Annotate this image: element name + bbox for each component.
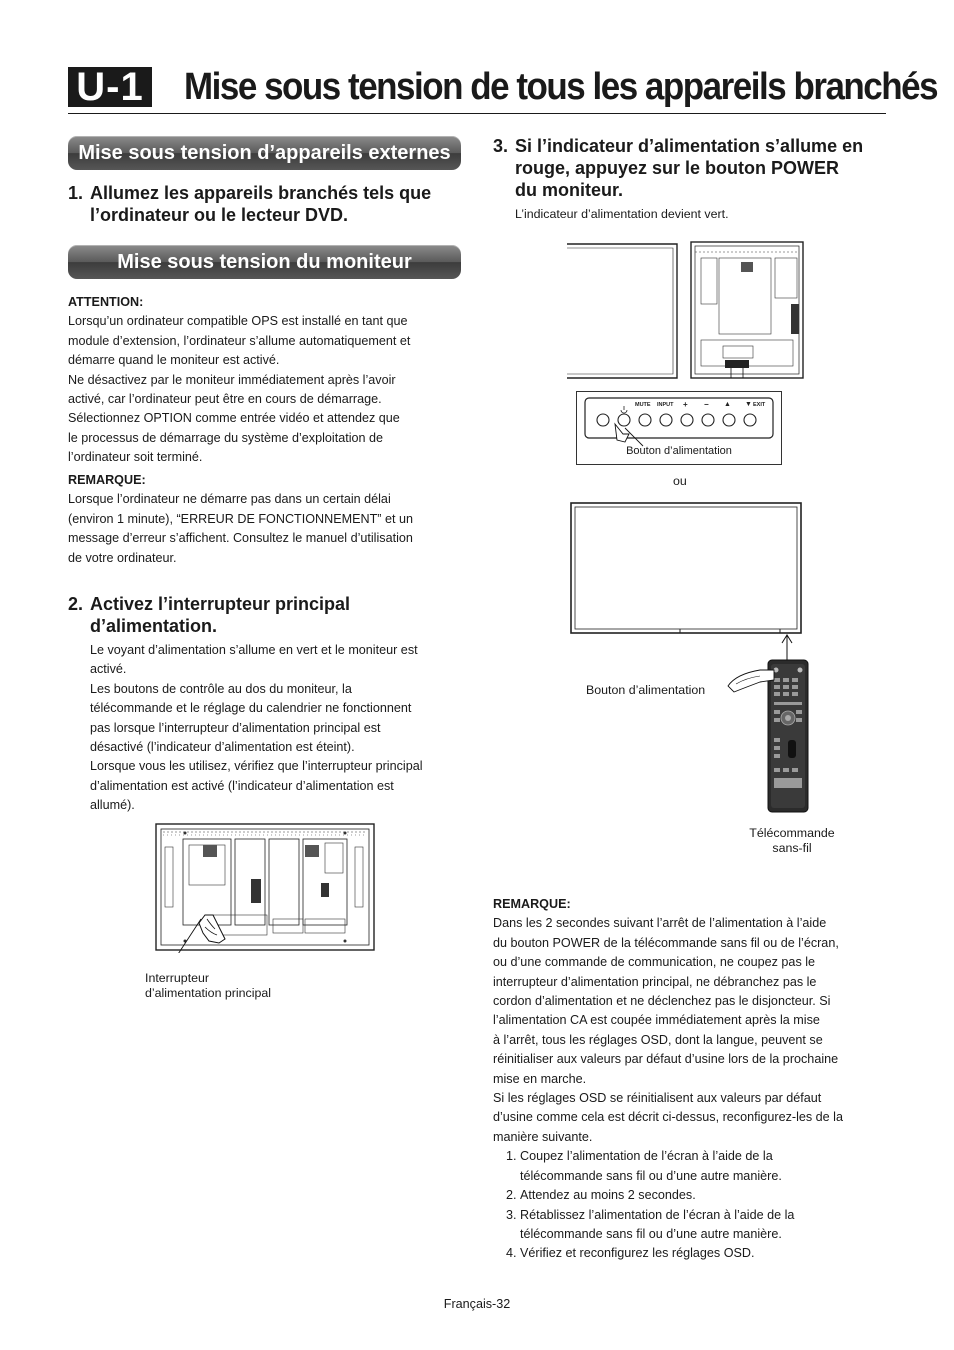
list-item: 2. Attendez au moins 2 secondes. <box>506 1188 696 1203</box>
reconfigure-steps-list <box>493 1147 893 1263</box>
step-2-number: 2. <box>68 594 84 614</box>
remarque-note-right <box>493 895 893 1264</box>
step-1-line: l’ordinateur ou le lecteur DVD. <box>90 205 349 225</box>
attention-label: ATTENTION: <box>68 295 144 309</box>
attention-text: Lorsqu’un ordinateur compatible OPS est installé en tant que module d’extension, l’ordinateur s’allume automatiquement et démarre quand le moniteur est activé. Ne désactivez par le moniteur immédiatement après l’avoir activé, car l’ordinateur peut être en cours de démarrage. Sélectionnez OPTION comme entrée vidéo et attendez que le processus de démarrage du système d’exploitation de l’ordinateur soit terminé. <box>68 314 411 465</box>
panel-label-plus: + <box>683 400 688 409</box>
step-1-number: 1. <box>68 183 84 203</box>
ou-separator: ou <box>673 474 687 488</box>
power-button-caption: Bouton d’alimentation <box>626 445 732 457</box>
remarque-text: Dans les 2 secondes suivant l’arrêt de l’alimentation à l’aide du bouton POWER de la télécommande sans fil ou de l’écran, ou d’une commande de communication, ne coupez pas le interrupteur d’alimentation principal, ne débranchez pas le cordon d’alimentation et ne déclenchez pas le disjoncteur. Si l’alimentation CA est coupée immédiatement après la mise à l’arrêt, tous les réglages OSD, dont la langue, peuvent se réinitialiser aux valeurs par défaut d’usine lors de la prochaine mise en marche. Si les réglages OSD se réinitialisent aux valeurs par défaut d’usine comme cela est décrit ci-dessus, reconfigurez-les de la manière suivante. <box>493 916 843 1144</box>
remote-power-caption: Bouton d’alimentation <box>586 683 706 697</box>
step-3-line: rouge, appuyez sur le bouton POWER <box>515 158 840 178</box>
attention-note <box>68 293 468 468</box>
panel-label-up: ▲ <box>724 401 731 408</box>
section-header-monitor: Mise sous tension du moniteur <box>68 245 461 279</box>
step-3-note: L’indicateur d’alimentation devient vert. <box>515 207 729 221</box>
panel-label-mute: MUTE <box>635 402 651 408</box>
remarque-label: REMARQUE: <box>68 473 146 487</box>
list-item: 4. Vérifiez et reconfigurez les réglages OSD. <box>506 1246 755 1261</box>
remote-caption: Télécommande sans-fil <box>749 826 835 855</box>
panel-label-minus: − <box>704 400 709 409</box>
panel-label-input: INPUT <box>657 402 674 408</box>
remarque-label: REMARQUE: <box>493 897 571 911</box>
page-number: Français-32 <box>443 1297 511 1311</box>
title-rule <box>68 113 886 114</box>
step-2-line: Activez l’interrupteur principal <box>90 594 351 614</box>
step-2-body: Le voyant d’alimentation s’allume en vert et le moniteur est activé. Les boutons de contrôle au dos du moniteur, la télécommande et le réglage du calendrier ne fonctionnent pas lorsque l’interrupteur d’alimentation principal est désactivé (l’indicateur d’alimentation est éteint). Lorsque vous les utilisez, vérifiez que l’interrupteur principal d’alimentation est activé (l’indicateur d’alimentation est allumé). <box>90 643 423 813</box>
step-3-heading <box>493 135 903 203</box>
remarque-text: Lorsque l’ordinateur ne démarre pas dans un certain délai (environ 1 minute), “ERREUR DE FONCTIONNEMENT” et un message d’erreur s’affichent. Consultez le manuel d’utilisation de votre ordinateur. <box>68 492 413 565</box>
panel-label-exit: EXIT <box>753 402 766 408</box>
step-1-line: Allumez les appareils branchés tels que <box>90 183 432 203</box>
list-item: 3. Rétablissez l’alimentation de l’écran à l’aide de la télécommande sans fil ou d’une autre manière. <box>506 1207 795 1241</box>
monitor-front-illustration <box>570 502 802 636</box>
list-item: 1. Coupez l’alimentation de l’écran à l’aide de la télécommande sans fil ou d’une autre manière. <box>506 1149 782 1183</box>
main-switch-caption: Interrupteur d’alimentation principal <box>145 971 272 1000</box>
step-2-heading <box>68 593 468 641</box>
remarque-note-left <box>68 471 468 568</box>
step-3-line: du moniteur. <box>515 180 623 200</box>
step-1-heading <box>68 182 468 230</box>
section-header-external-devices: Mise sous tension d’appareils externes <box>68 136 461 170</box>
panel-label-down: ▼ <box>745 401 752 408</box>
remote-control-illustration <box>726 658 812 814</box>
page-title: Mise sous tension de tous les appareils branchés <box>184 66 938 108</box>
chapter-badge: U-1 <box>68 67 152 107</box>
control-panel-callout <box>576 391 782 465</box>
step-3-line: Si l’indicateur d’alimentation s’allume en <box>515 136 864 156</box>
monitor-side-rear-illustration <box>565 240 805 380</box>
monitor-rear-illustration <box>155 823 375 953</box>
step-3-number: 3. <box>493 136 509 156</box>
step-2-line: d’alimentation. <box>90 616 218 636</box>
